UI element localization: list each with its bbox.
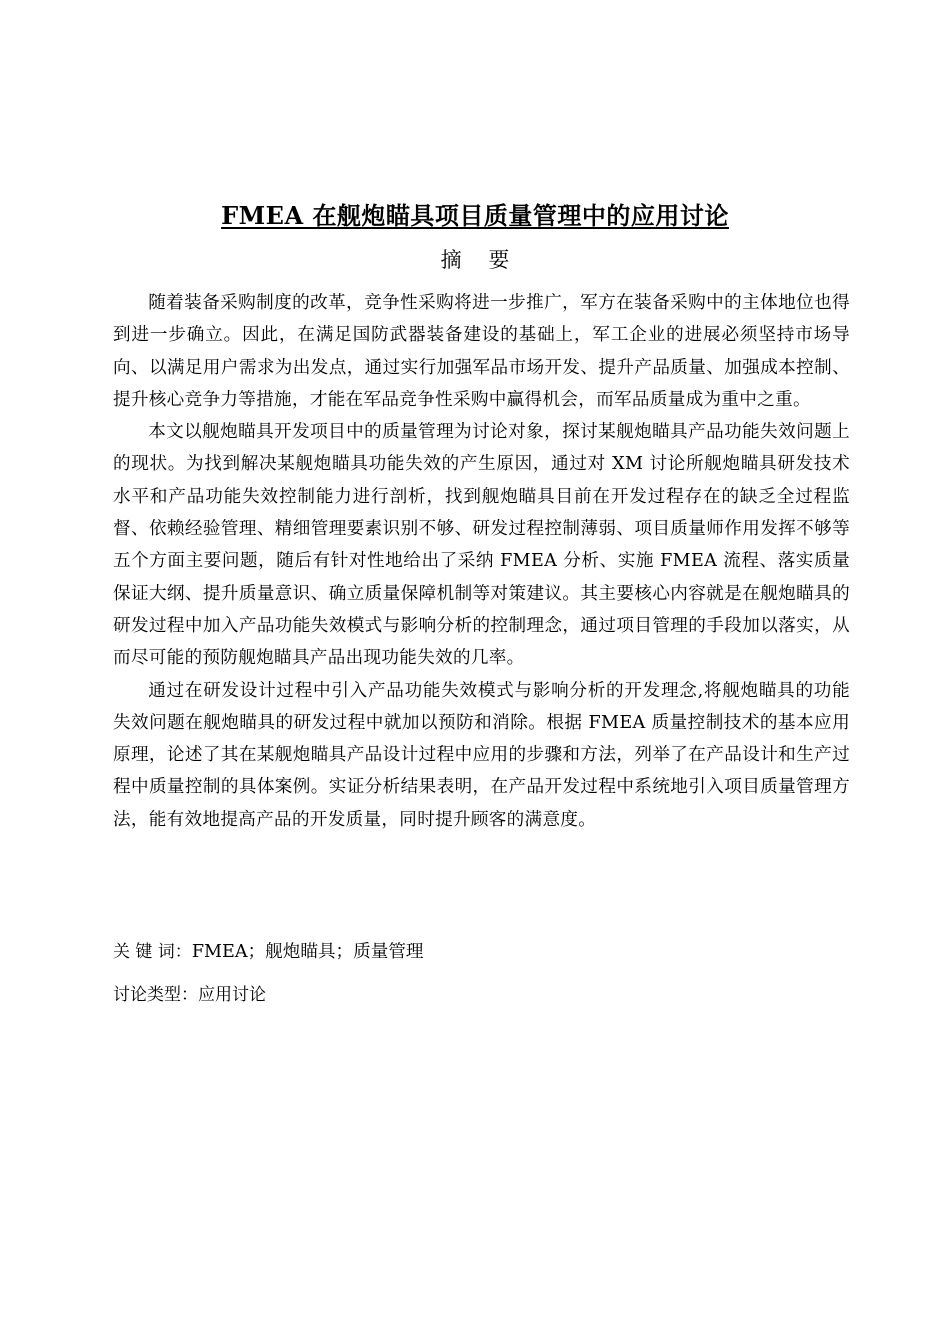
research-type-line xyxy=(113,980,266,1010)
document-title: FMEA 在舰炮瞄具项目质量管理中的应用讨论 xyxy=(221,201,729,230)
abstract-paragraph-1: 随着装备采购制度的改革，竞争性采购将进一步推广，军方在装备采购中的主体地位也得到进一步确立。因此，在满足国防武器装备建设的基础上，军工企业的进展必须坚持市场导向、以满足用户需求为出发点，通过实行加强军品市场开发、提升产品质量、加强成本控制、提升核心竞争力等措施，才能在军品竞争性采购中赢得机会，而军品质量成为重中之重。 xyxy=(113,293,850,410)
abstract-paragraph-2: 本文以舰炮瞄具开发项目中的质量管理为讨论对象，探讨某舰炮瞄具产品功能失效问题上的现状。为找到解决某舰炮瞄具功能失效的产生原因，通过对 XM 讨论所舰炮瞄具研发技术水平和产品功能失效控制能力进行剖析，找到舰炮瞄具目前在开发过程存在的缺乏全过程监督、依赖经验管理、精细管理要素识别不够、研发过程控制薄弱、项目质量师作用发挥不够等五个方面主要问题，随后有针对性地给出了采纳 FMEA 分析、实施 FMEA 流程、落实质量保证大纲、提升质量意识、确立质量保障机制等对策建议。其主要核心内容就是在舰炮瞄具的研发过程中加入产品功能失效模式与影响分析的控制理念，通过项目管理的手段加以落实，从而尽可能的预防舰炮瞄具产品出现功能失效的几率。 xyxy=(113,422,850,669)
abstract-body xyxy=(113,287,850,836)
keywords-line xyxy=(113,937,424,967)
research-type-value: 应用讨论 xyxy=(198,985,266,1005)
research-type-label: 讨论类型： xyxy=(113,985,198,1005)
keywords-label: 关 键 词： xyxy=(113,942,192,962)
abstract-paragraph-3: 通过在研发设计过程中引入产品功能失效模式与影响分析的开发理念,将舰炮瞄具的功能失效问题在舰炮瞄具的研发过程中就加以预防和消除。根据 FMEA 质量控制技术的基本应用原理，论述了其在某舰炮瞄具产品设计过程中应用的步骤和方法，列举了在产品设计和生产过程中质量控制的具体案例。实证分析结果表明，在产品开发过程中系统地引入项目质量管理方法，能有效地提高产品的开发质量，同时提升顾客的满意度。 xyxy=(113,680,850,830)
keywords-value: FMEA；舰炮瞄具；质量管理 xyxy=(191,942,424,962)
abstract-heading: 摘 要 xyxy=(440,248,520,272)
